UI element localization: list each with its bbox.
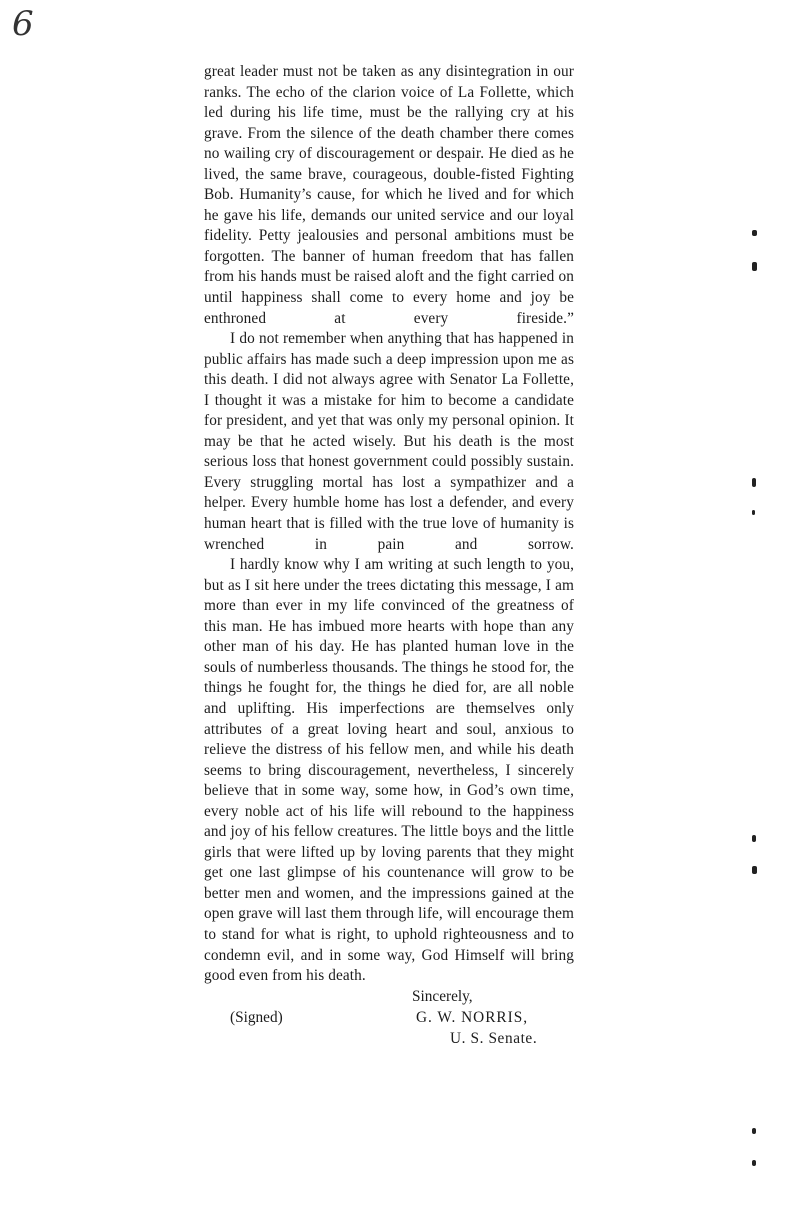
speck-mark — [752, 1160, 756, 1166]
speck-mark — [752, 262, 757, 271]
speck-mark — [752, 866, 757, 874]
valediction: Sincerely, — [412, 987, 473, 1005]
speck-mark — [752, 478, 756, 487]
letter-column — [204, 62, 574, 1049]
signer-office: U. S. Senate. — [450, 1029, 538, 1047]
speck-mark — [752, 510, 755, 515]
speck-mark — [752, 835, 756, 842]
margin-specks — [752, 0, 772, 1205]
signature-block — [204, 987, 574, 1049]
speck-mark — [752, 1128, 756, 1134]
page-marker: 6 — [12, 4, 34, 44]
signer-name: G. W. NORRIS, — [416, 1008, 529, 1026]
speck-mark — [752, 230, 757, 236]
letter-paragraph-3: I hardly know why I am writing at such length to you, but as I sit here under the trees dictating this message, I am more than ever in my life convinced of the greatness of this man. He has imbued more hearts with hope than any other man of his day. He has planted human love in the souls of numberless thousands. The things he stood for, the things he fought for, the things he died for, are all noble and uplifting. His imperfections are themselves only attributes of a great loving heart and soul, anxious to relieve the distress of his fellow men, and while his death seems to bring discouragement, nevertheless, I sincerely believe that in some way, some how, in God’s own time, every noble act of his life will rebound to the happiness and joy of his fellow creatures. The little boys and the little girls that were lifted up by loving parents that they might get one last glimpse of his countenance will grow to be better men and women, and the impressions gained at the open grave will last them through life, will encourage them to stand for what is right, to uphold righteousness and to condemn evil, and in some way, God Himself will bring good even from his death. — [204, 556, 574, 985]
signed-label: (Signed) — [230, 1008, 283, 1026]
letter-paragraph-2: I do not remember when anything that has happened in public affairs has made such a deep impression upon me as this death. I did not always agree with Senator La Follette, I thought it was a mistake for him to become a candidate for president, and yet that was only my personal opinion. It may be that he acted wisely. But his death is the most serious loss that honest government could possibly sustain. Every struggling mortal has lost a sympathizer and a helper. Every humble home has lost a defender, and every human heart that is filled with the true love of humanity is wrenched in pain and sorrow. — [204, 330, 574, 553]
letter-paragraph-1: great leader must not be taken as any disintegration in our ranks. The echo of the clarion voice of La Follette, which led during his life time, must be the rallying cry at his grave. From the silence of the death chamber there comes no wailing cry of discouragement or despair. He died as he lived, the same brave, courageous, double-fisted Fighting Bob. Humanity’s cause, for which he lived and for which he gave his life, demands our united service and our loyal fidelity. Petty jealousies and personal ambitions must be forgotten. The banner of human freedom that has fallen from his hands must be raised aloft and the fight carried on until happiness shall come to every home and joy be enthroned at every fireside.” — [204, 63, 574, 327]
